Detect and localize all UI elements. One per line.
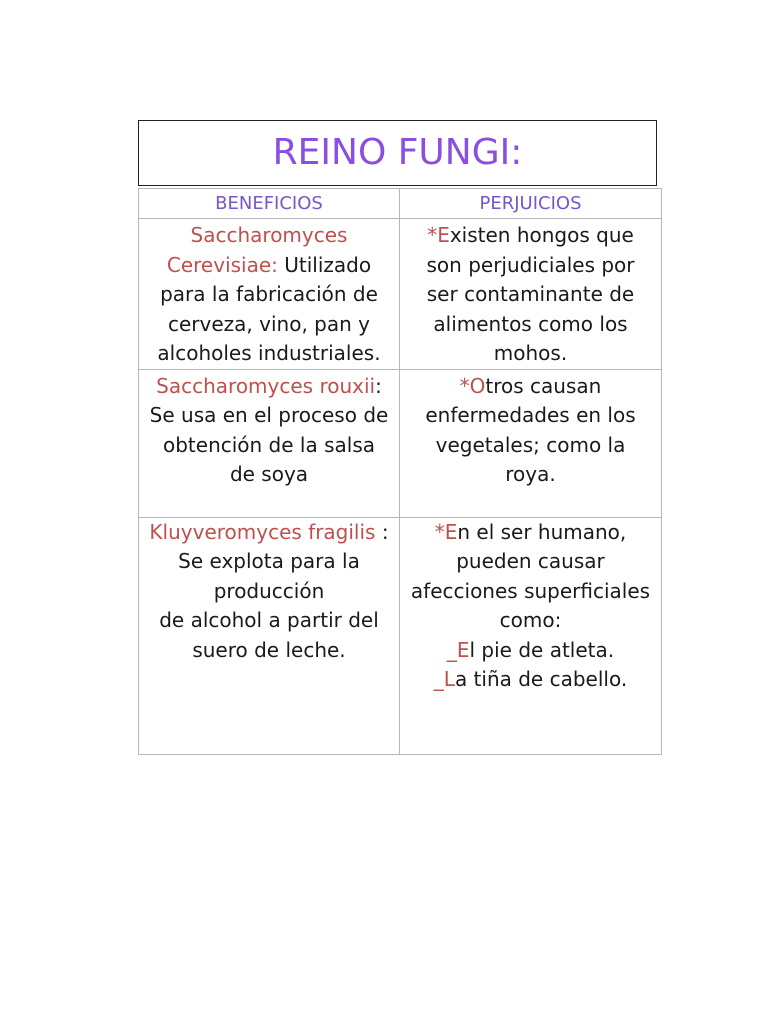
table-header-row xyxy=(139,189,662,219)
beneficio-cell xyxy=(139,517,400,754)
cell-text: suero de leche. xyxy=(192,637,346,662)
column-header-beneficios: BENEFICIOS xyxy=(139,189,400,219)
comparison-table-wrapper xyxy=(138,188,661,750)
cell-text: Se usa en el proceso de xyxy=(149,403,389,427)
organism-name: Saccharomyces xyxy=(190,223,348,247)
organism-name: Kluyveromyces fragilis xyxy=(149,519,376,544)
table-row xyxy=(139,517,662,754)
cell-text: vegetales; como la xyxy=(435,432,626,457)
bullet-marker: *O xyxy=(459,373,486,398)
title-box xyxy=(138,120,657,186)
cell-text: n el ser humano, xyxy=(457,519,627,544)
page-title: REINO FUNGI: xyxy=(272,132,523,173)
cell-text: Utilizado xyxy=(277,252,372,277)
cell-text: de soya xyxy=(229,462,309,486)
cell-text: alimentos como los xyxy=(433,311,628,336)
bullet-marker: _L xyxy=(433,667,455,691)
table-row xyxy=(139,219,662,370)
cell-text: obtención de la salsa xyxy=(162,432,375,457)
cell-text: : xyxy=(375,373,382,398)
perjuicio-cell xyxy=(400,219,662,370)
comparison-table xyxy=(138,188,662,755)
cell-text: para la fabricación de xyxy=(160,282,378,306)
cell-text: afecciones superficiales xyxy=(410,578,651,603)
perjuicio-cell xyxy=(400,369,662,517)
bullet-marker: *E xyxy=(434,519,458,544)
cell-text: mohos. xyxy=(493,341,568,365)
cell-text: Se explota para la xyxy=(178,549,360,573)
cell-text: a tiña de cabello. xyxy=(454,667,628,691)
table-row xyxy=(139,369,662,517)
organism-name: Cerevisiae: xyxy=(166,252,278,277)
cell-text: pueden causar xyxy=(456,549,605,573)
cell-text: alcoholes industriales. xyxy=(157,341,381,365)
cell-text: tros causan xyxy=(485,373,602,398)
cell-text: enfermedades en los xyxy=(425,403,636,427)
cell-text: producción xyxy=(213,578,325,603)
cell-text: como: xyxy=(499,608,562,632)
bullet-marker: _E xyxy=(446,637,470,662)
organism-name: Saccharomyces rouxii xyxy=(156,373,376,398)
column-header-perjuicios: PERJUICIOS xyxy=(400,189,662,219)
cell-text: l pie de atleta. xyxy=(469,637,615,662)
cell-text: xisten hongos que xyxy=(449,223,634,247)
cell-text: cerveza, vino, pan y xyxy=(168,311,370,336)
beneficio-cell xyxy=(139,369,400,517)
perjuicio-cell xyxy=(400,517,662,754)
cell-text: ser contaminante de xyxy=(426,282,635,306)
cell-text: son perjudiciales por xyxy=(426,252,635,277)
beneficio-cell xyxy=(139,219,400,370)
cell-text: : xyxy=(375,519,389,544)
cell-text: roya. xyxy=(505,462,556,486)
cell-text: de alcohol a partir del xyxy=(159,608,379,632)
bullet-marker: *E xyxy=(427,223,450,247)
